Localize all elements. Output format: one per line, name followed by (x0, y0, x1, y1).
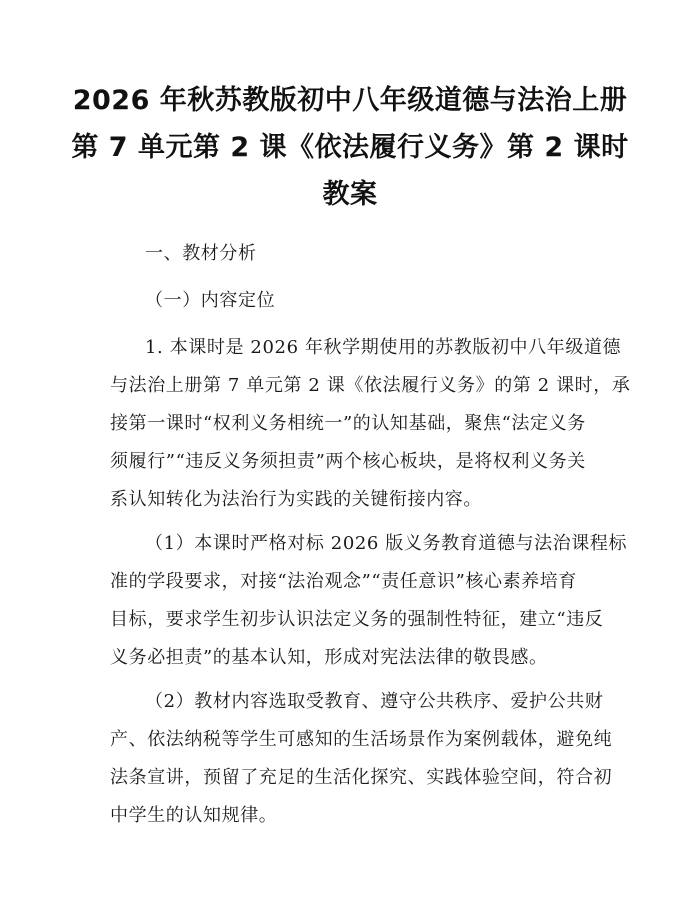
paragraph-line: 目标，要求学生初步认识法定义务的强制性特征，建立“违反 (110, 609, 604, 630)
document-title-line-2: 第 7 单元第 2 课《依法履行义务》第 2 课时 (71, 132, 629, 163)
paragraph-line: 中学生的认知规律。 (110, 805, 278, 826)
paragraph-line: 系认知转化为法治行为实践的关键衔接内容。 (110, 489, 482, 510)
paragraph-line: （2）教材内容选取受教育、遵守公共秩序、爱护公共财 (145, 691, 604, 712)
paragraph-line: 与法治上册第 7 单元第 2 课《依法履行义务》的第 2 课时，承 (110, 375, 631, 396)
paragraph-line: 须履行”“违反义务须担责”两个核心板块，是将权利义务关 (110, 451, 586, 472)
paragraph-line: 接第一课时“权利义务相统一”的认知基础，聚焦“法定义务 (110, 413, 586, 434)
paragraph-line: 法条宣讲，预留了充足的生活化探究、实践体验空间，符合初 (110, 767, 613, 788)
subsection-heading: （一）内容定位 (145, 290, 276, 311)
paragraph-line: 义务必担责”的基本认知，形成对宪法法律的敬畏感。 (110, 647, 548, 668)
paragraph-line: 产、依法纳税等学生可感知的生活场景作为案例载体，避免纯 (110, 729, 613, 750)
paragraph-line: 准的学段要求，对接“法治观念”“责任意识”核心素养培育 (110, 571, 578, 592)
document-title-line-3: 教案 (322, 179, 378, 210)
paragraph-line: （1）本课时严格对标 2026 版义务教育道德与法治课程标 (145, 533, 628, 554)
document-title-line-1: 2026 年秋苏教版初中八年级道德与法治上册 (72, 85, 628, 116)
section-heading: 一、教材分析 (145, 243, 257, 264)
paragraph-line: 1. 本课时是 2026 年秋学期使用的苏教版初中八年级道德 (145, 337, 622, 358)
